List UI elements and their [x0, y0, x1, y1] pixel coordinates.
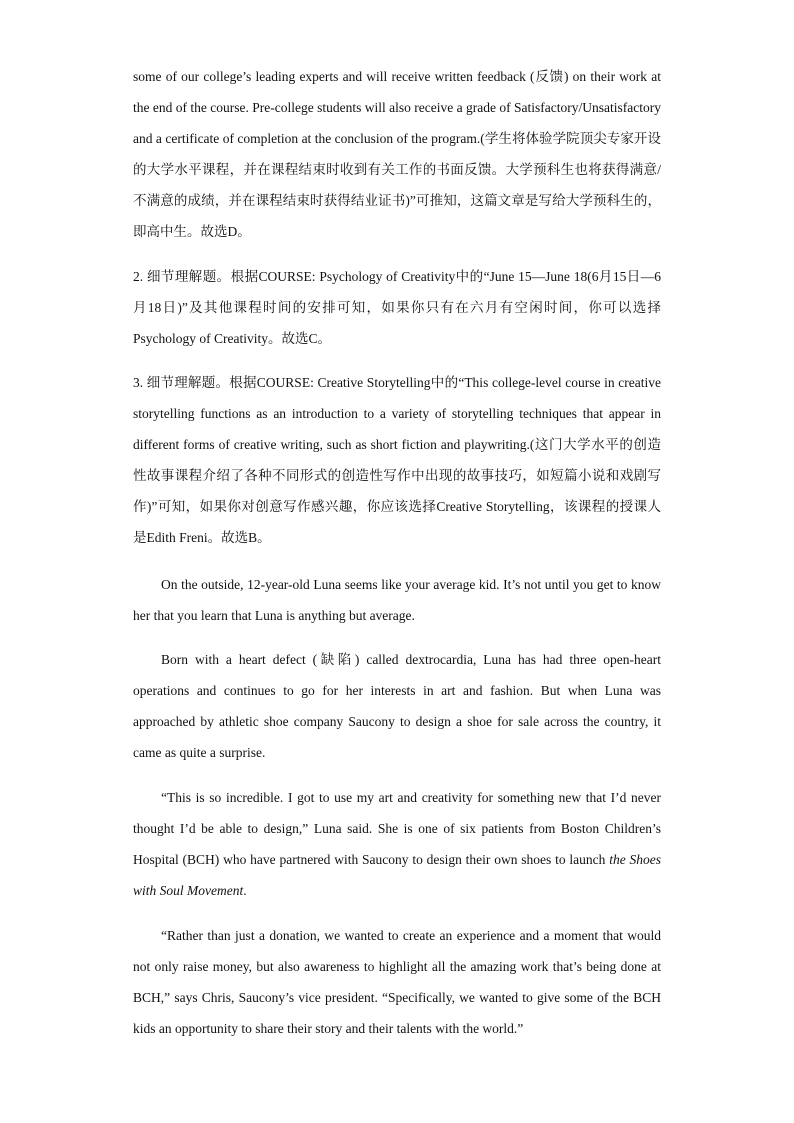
passage-paragraph-1: On the outside, 12-year-old Luna seems like your average kid. It’s not until you get to know her that you learn that Luna is anything but average. — [133, 577, 661, 623]
passage-paragraph-3 — [133, 782, 661, 906]
explanation-q1-continued: some of our college’s leading experts and will receive written feedback (反馈) on their work at the end of the course. Pre-college students will also receive a grade of Satisfactory/Unsatisfactory and a certificate of completion at the conclusion of the program.(学生将体验学院顶尖专家开设的大学水平课程，并在课程结束时收到有关工作的书面反馈。大学预科生也将获得满意/不满意的成绩，并在课程结束时获得结业证书)”可推知，这篇文章是写给大学预科生的，即高中生。故选D。 — [133, 69, 661, 239]
movement-name-italic: the Shoes with Soul Movement — [133, 852, 661, 898]
explanation-q2: 2. 细节理解题。根据COURSE: Psychology of Creativity中的“June 15—June 18(6月15日—6月18日)”及其他课程时间的安排可知，如果你只有在六月有空闲时间，你可以选择Psychology of Creativity。故选C。 — [133, 269, 661, 346]
paragraph-3-end: . — [243, 883, 247, 898]
passage-paragraph-4: “Rather than just a donation, we wanted to create an experience and a moment that would not only raise money, but also awareness to highlight all the amazing work that’s being done at BCH,” says Chris, Saucony’s vice president. “Specifically, we wanted to give some of the BCH kids an opportunity to share their story and their talents with the world.” — [133, 928, 661, 1036]
explanation-q3: 3. 细节理解题。根据COURSE: Creative Storytelling中的“This college-level course in creative storytelling functions as an introduction to a variety of storytelling techniques that appear in different forms of creative writing, such as short fiction and playwriting.(这门大学水平的创造性故事课程介绍了各种不同形式的创造性写作中出现的故事技巧，如短篇小说和戏剧写作)”可知，如果你对创意写作感兴趣，你应该选择Creative Storytelling，该课程的授课人是Edith Freni。故选B。 — [133, 375, 661, 545]
paragraph-3-text: “This is so incredible. I got to use my art and creativity for something new that I’d never thought I’d be able to design,” Luna said. She is one of six patients from Boston Children’s Hospital (BCH) who have partnered with Saucony to design their own shoes to launch — [133, 790, 661, 867]
passage-paragraph-2: Born with a heart defect (缺陷) called dextrocardia, Luna has had three open-heart operations and continues to go for her interests in art and fashion. But when Luna was approached by athletic shoe company Saucony to design a shoe for sale across the country, it came as quite a surprise. — [133, 652, 661, 760]
